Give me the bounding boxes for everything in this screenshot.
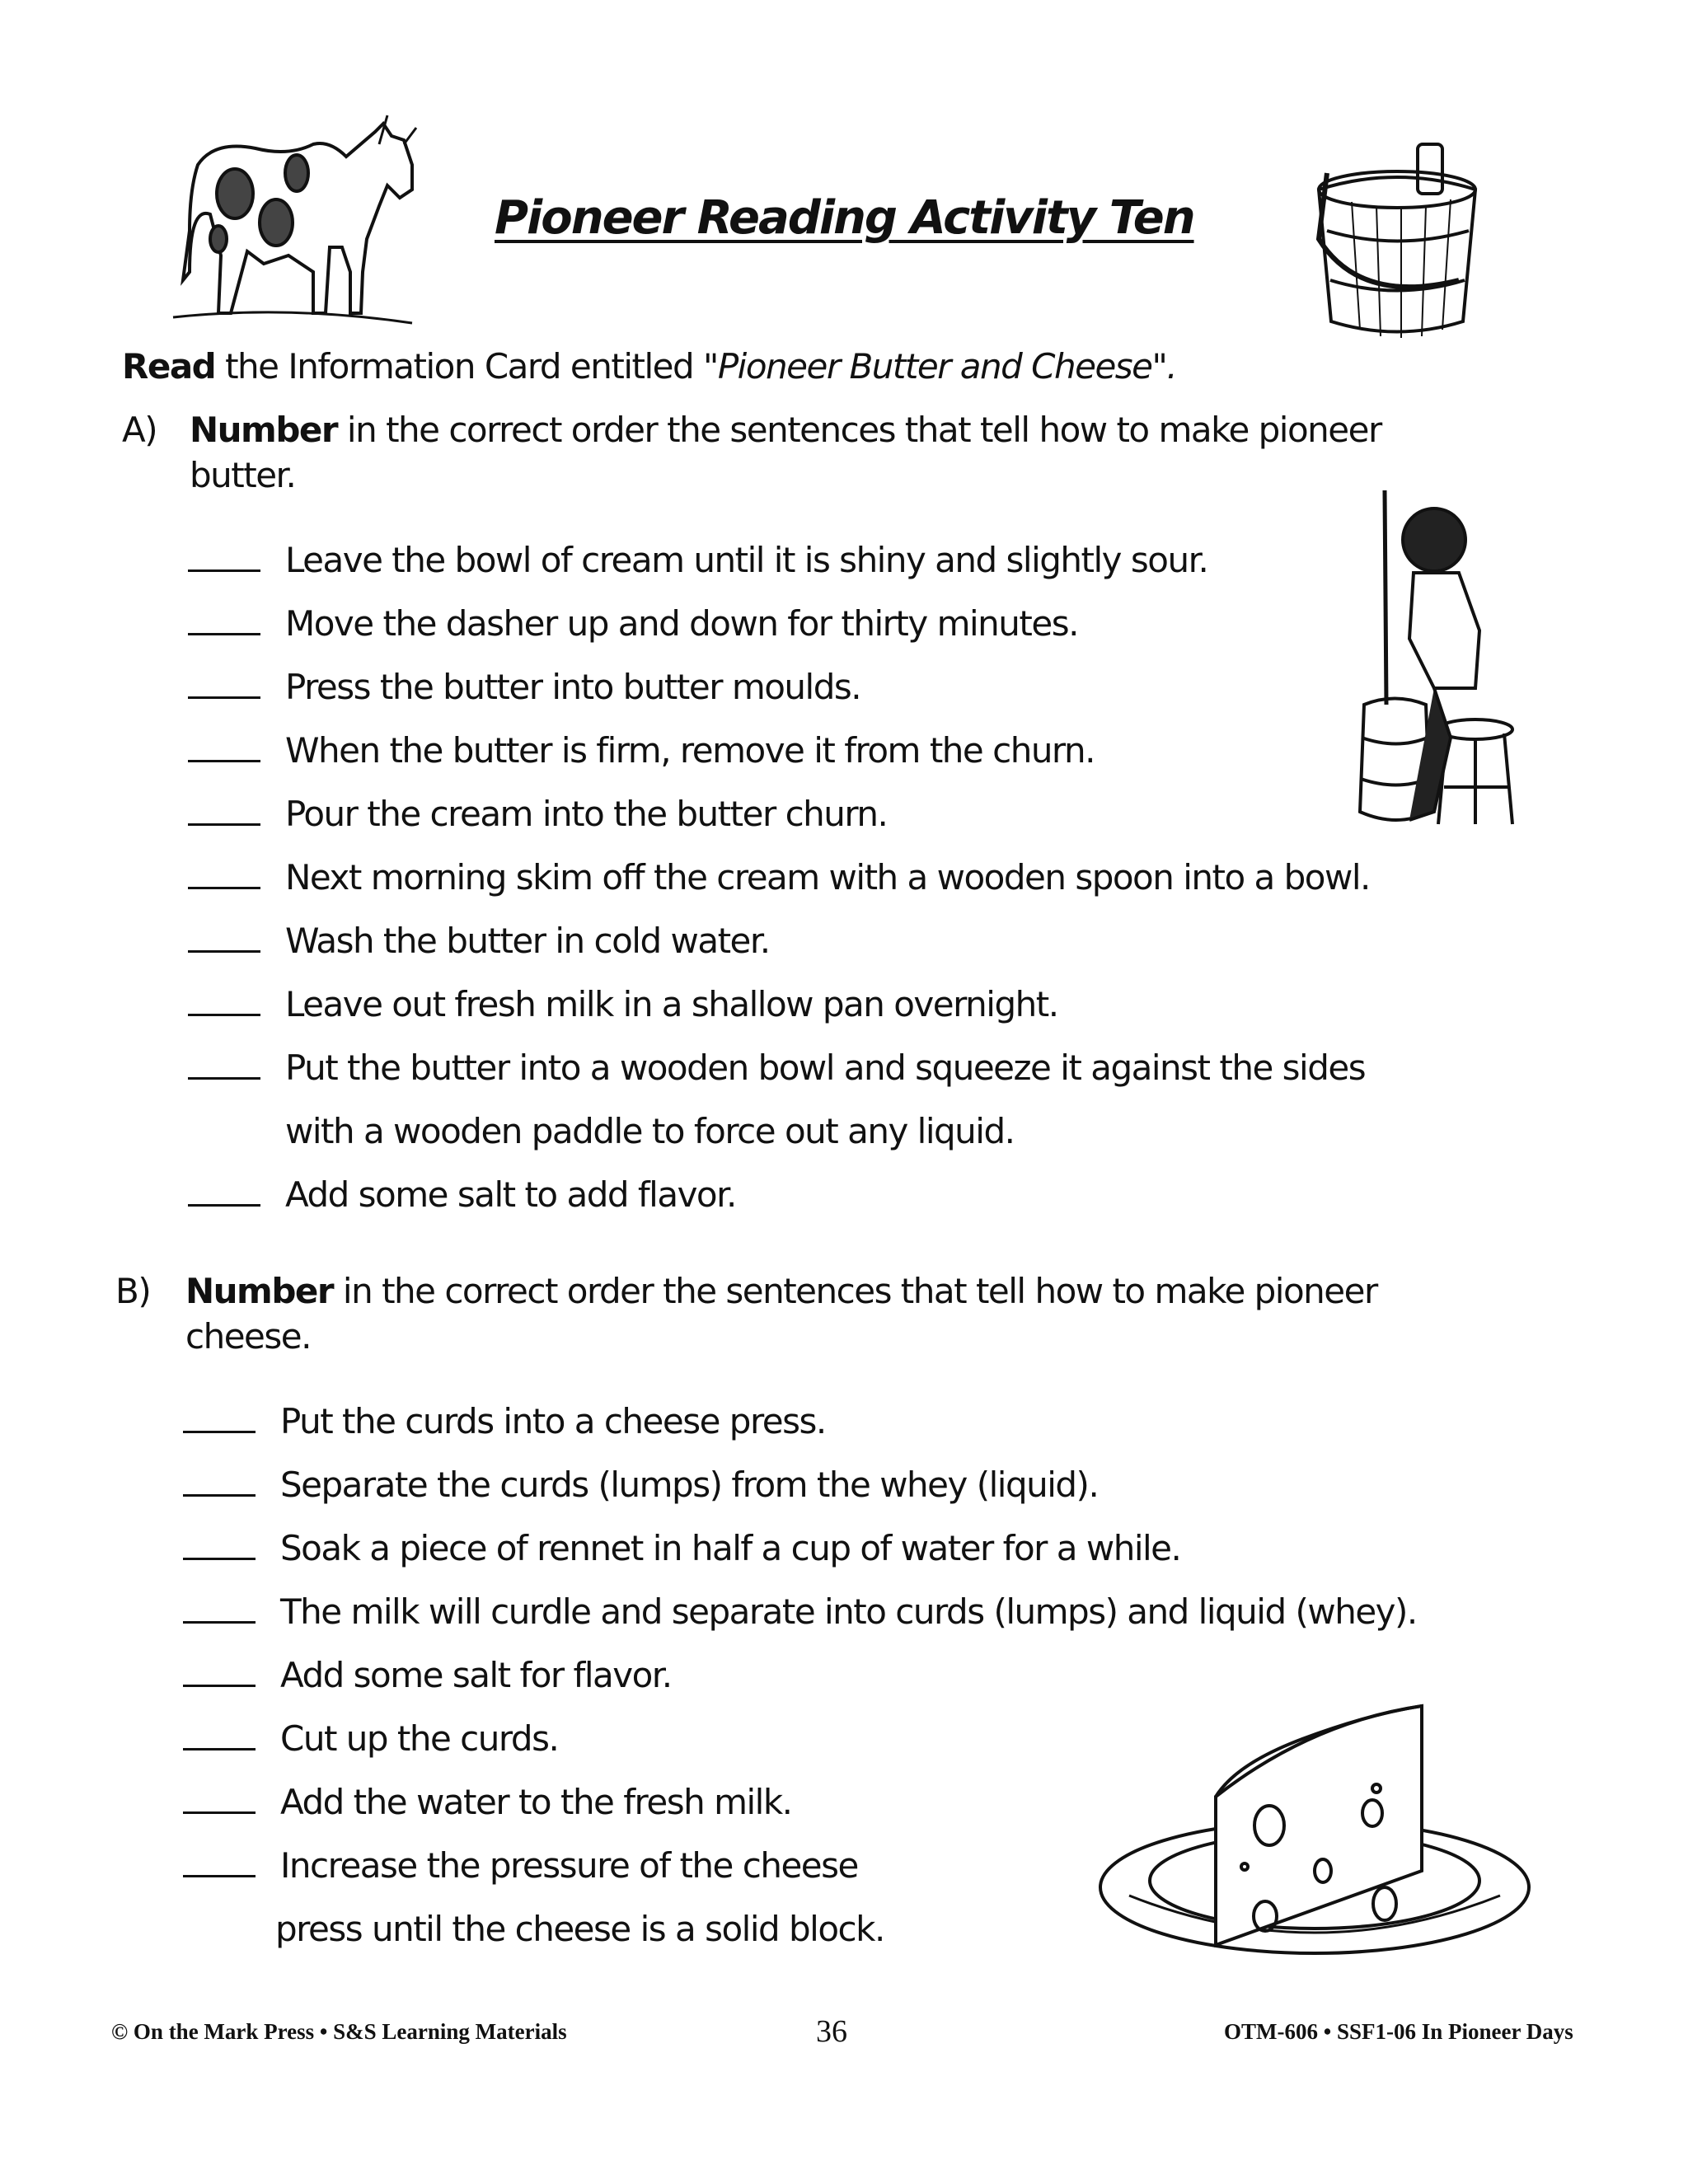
answer-blank[interactable] xyxy=(183,1803,256,1814)
section-b-text-line2: cheese. xyxy=(185,1316,311,1357)
list-item: Leave the bowl of cream until it is shiny and slightly sour. xyxy=(188,540,1207,580)
section-a-text: in the correct order the sentences that tell how to make pioneer xyxy=(337,410,1381,450)
list-item: Pour the cream into the butter churn. xyxy=(188,794,887,834)
answer-blank[interactable] xyxy=(188,752,260,762)
intro-text: the Information Card entitled xyxy=(215,346,704,387)
section-a-bold: Number xyxy=(190,410,338,450)
boy-churning-butter-illustration xyxy=(1335,490,1533,837)
answer-blank[interactable] xyxy=(183,1867,256,1877)
list-item: Separate the curds (lumps) from the whey (liquid). xyxy=(183,1465,1098,1505)
list-item: Next morning skim off the cream with a wooden spoon into a bowl. xyxy=(188,857,1370,898)
list-item: Soak a piece of rennet in half a cup of water for a while. xyxy=(183,1528,1180,1568)
list-item-continuation: with a wooden paddle to force out any liquid. xyxy=(285,1111,1015,1151)
intro-instruction xyxy=(122,346,1176,387)
page-title: Pioneer Reading Activity Ten xyxy=(495,191,1194,245)
list-item: Put the butter into a wooden bowl and squeeze it against the sides xyxy=(188,1047,1365,1088)
cow-illustration xyxy=(165,107,462,330)
intro-bold: Read xyxy=(122,346,216,387)
answer-blank[interactable] xyxy=(188,942,260,953)
cheese-on-plate-illustration xyxy=(1096,1698,1541,1961)
list-item: Add some salt to add flavor. xyxy=(188,1174,736,1215)
answer-blank[interactable] xyxy=(188,1005,260,1016)
section-b-bold: Number xyxy=(185,1271,334,1311)
answer-blank[interactable] xyxy=(183,1486,256,1497)
list-item: Increase the pressure of the cheese xyxy=(183,1845,858,1886)
footer-publisher: © On the Mark Press • S&S Learning Materials xyxy=(111,2019,567,2044)
list-item: Wash the butter in cold water. xyxy=(188,921,770,961)
list-item: Put the curds into a cheese press. xyxy=(183,1401,826,1441)
wooden-bucket-illustration xyxy=(1294,140,1500,346)
list-item: Add some salt for flavor. xyxy=(183,1655,672,1695)
section-a-label: A) xyxy=(122,410,157,450)
list-item: Press the butter into butter moulds. xyxy=(188,667,860,707)
list-item: Leave out fresh milk in a shallow pan overnight. xyxy=(188,984,1058,1024)
answer-blank[interactable] xyxy=(183,1549,256,1560)
section-a-instruction xyxy=(190,410,1381,450)
answer-blank[interactable] xyxy=(188,815,260,826)
section-a-text-line2: butter. xyxy=(190,455,296,495)
answer-blank[interactable] xyxy=(183,1740,256,1750)
list-item: Move the dasher up and down for thirty minutes. xyxy=(188,603,1078,644)
section-b-label: B) xyxy=(115,1271,151,1311)
section-b-text: in the correct order the sentences that tell how to make pioneer xyxy=(333,1271,1377,1311)
answer-blank[interactable] xyxy=(188,1069,260,1080)
answer-blank[interactable] xyxy=(188,1196,260,1207)
list-item-continuation: press until the cheese is a solid block. xyxy=(275,1909,884,1949)
list-item: When the butter is firm, remove it from the churn. xyxy=(188,730,1095,771)
page-number: 36 xyxy=(816,2014,847,2049)
answer-blank[interactable] xyxy=(183,1676,256,1687)
list-item: Cut up the curds. xyxy=(183,1718,558,1759)
section-b-instruction xyxy=(185,1271,1377,1311)
list-item: The milk will curdle and separate into curds (lumps) and liquid (whey). xyxy=(183,1591,1417,1632)
answer-blank[interactable] xyxy=(188,561,260,572)
answer-blank[interactable] xyxy=(183,1422,256,1433)
list-item: Add the water to the fresh milk. xyxy=(183,1782,792,1822)
footer-product-code: OTM-606 • SSF1-06 In Pioneer Days xyxy=(1224,2019,1573,2044)
card-title: "Pioneer Butter and Cheese". xyxy=(703,346,1177,387)
answer-blank[interactable] xyxy=(183,1613,256,1624)
answer-blank[interactable] xyxy=(188,879,260,889)
answer-blank[interactable] xyxy=(188,625,260,635)
answer-blank[interactable] xyxy=(188,688,260,699)
